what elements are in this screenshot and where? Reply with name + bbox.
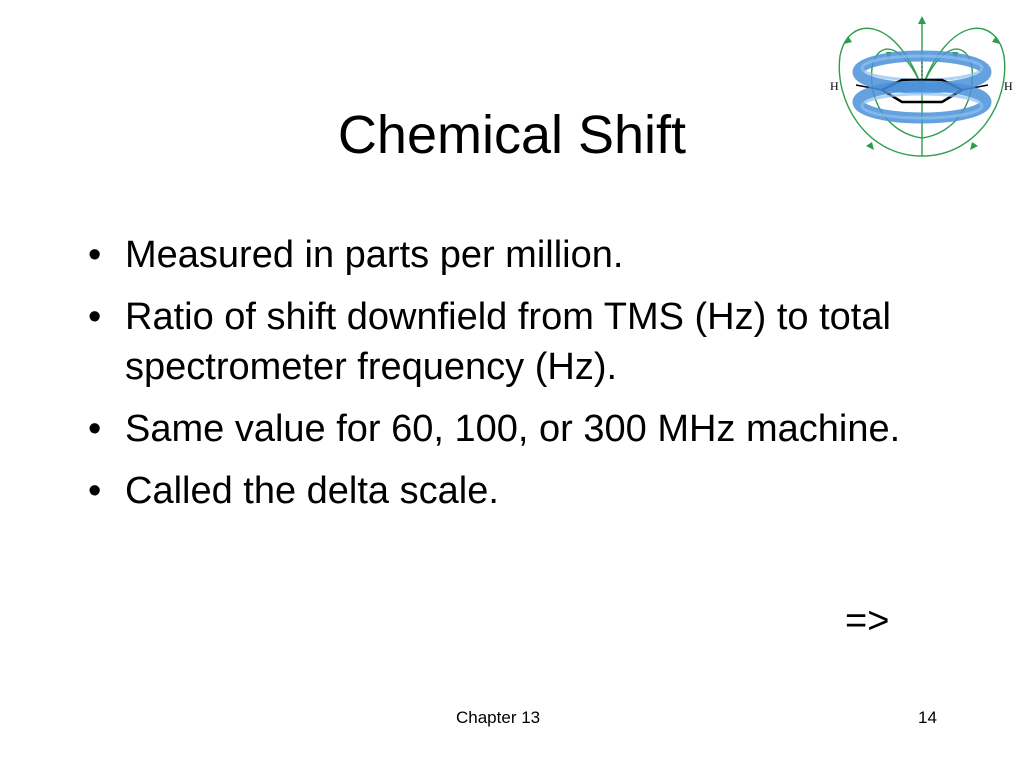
arrow-head	[970, 142, 978, 150]
bullet-item	[88, 404, 918, 454]
bullet-item	[88, 466, 918, 516]
bullet-text: Same value for 60, 100, or 300 MHz machine.	[125, 408, 901, 450]
slide-title: Chemical Shift	[337, 105, 687, 165]
bullet-item	[88, 230, 918, 280]
bullet-marker: •	[88, 470, 102, 512]
bullet-marker: •	[88, 296, 102, 338]
footer-page-number: 14	[918, 708, 937, 727]
atom-label-right: H	[1004, 79, 1013, 93]
footer-chapter: Chapter 13	[456, 708, 541, 727]
arrow-head	[992, 36, 1000, 44]
bullet-marker: •	[88, 408, 102, 450]
bullet-text: Ratio of shift downfield from TMS (Hz) to total spectrometer frequency (Hz).	[125, 296, 891, 388]
bullet-text: Called the delta scale.	[125, 470, 499, 512]
next-slide-arrow: =>	[845, 600, 890, 642]
arrow-head	[918, 16, 926, 24]
arrow-head	[866, 142, 874, 150]
atom-label-left: H	[830, 79, 839, 93]
bullet-item	[88, 292, 918, 392]
bullet-text: Measured in parts per million.	[125, 234, 624, 276]
arrow-head	[844, 36, 852, 44]
bullet-list	[88, 230, 918, 528]
bullet-marker: •	[88, 234, 102, 276]
benzene-ring-current-diagram	[826, 6, 1018, 162]
